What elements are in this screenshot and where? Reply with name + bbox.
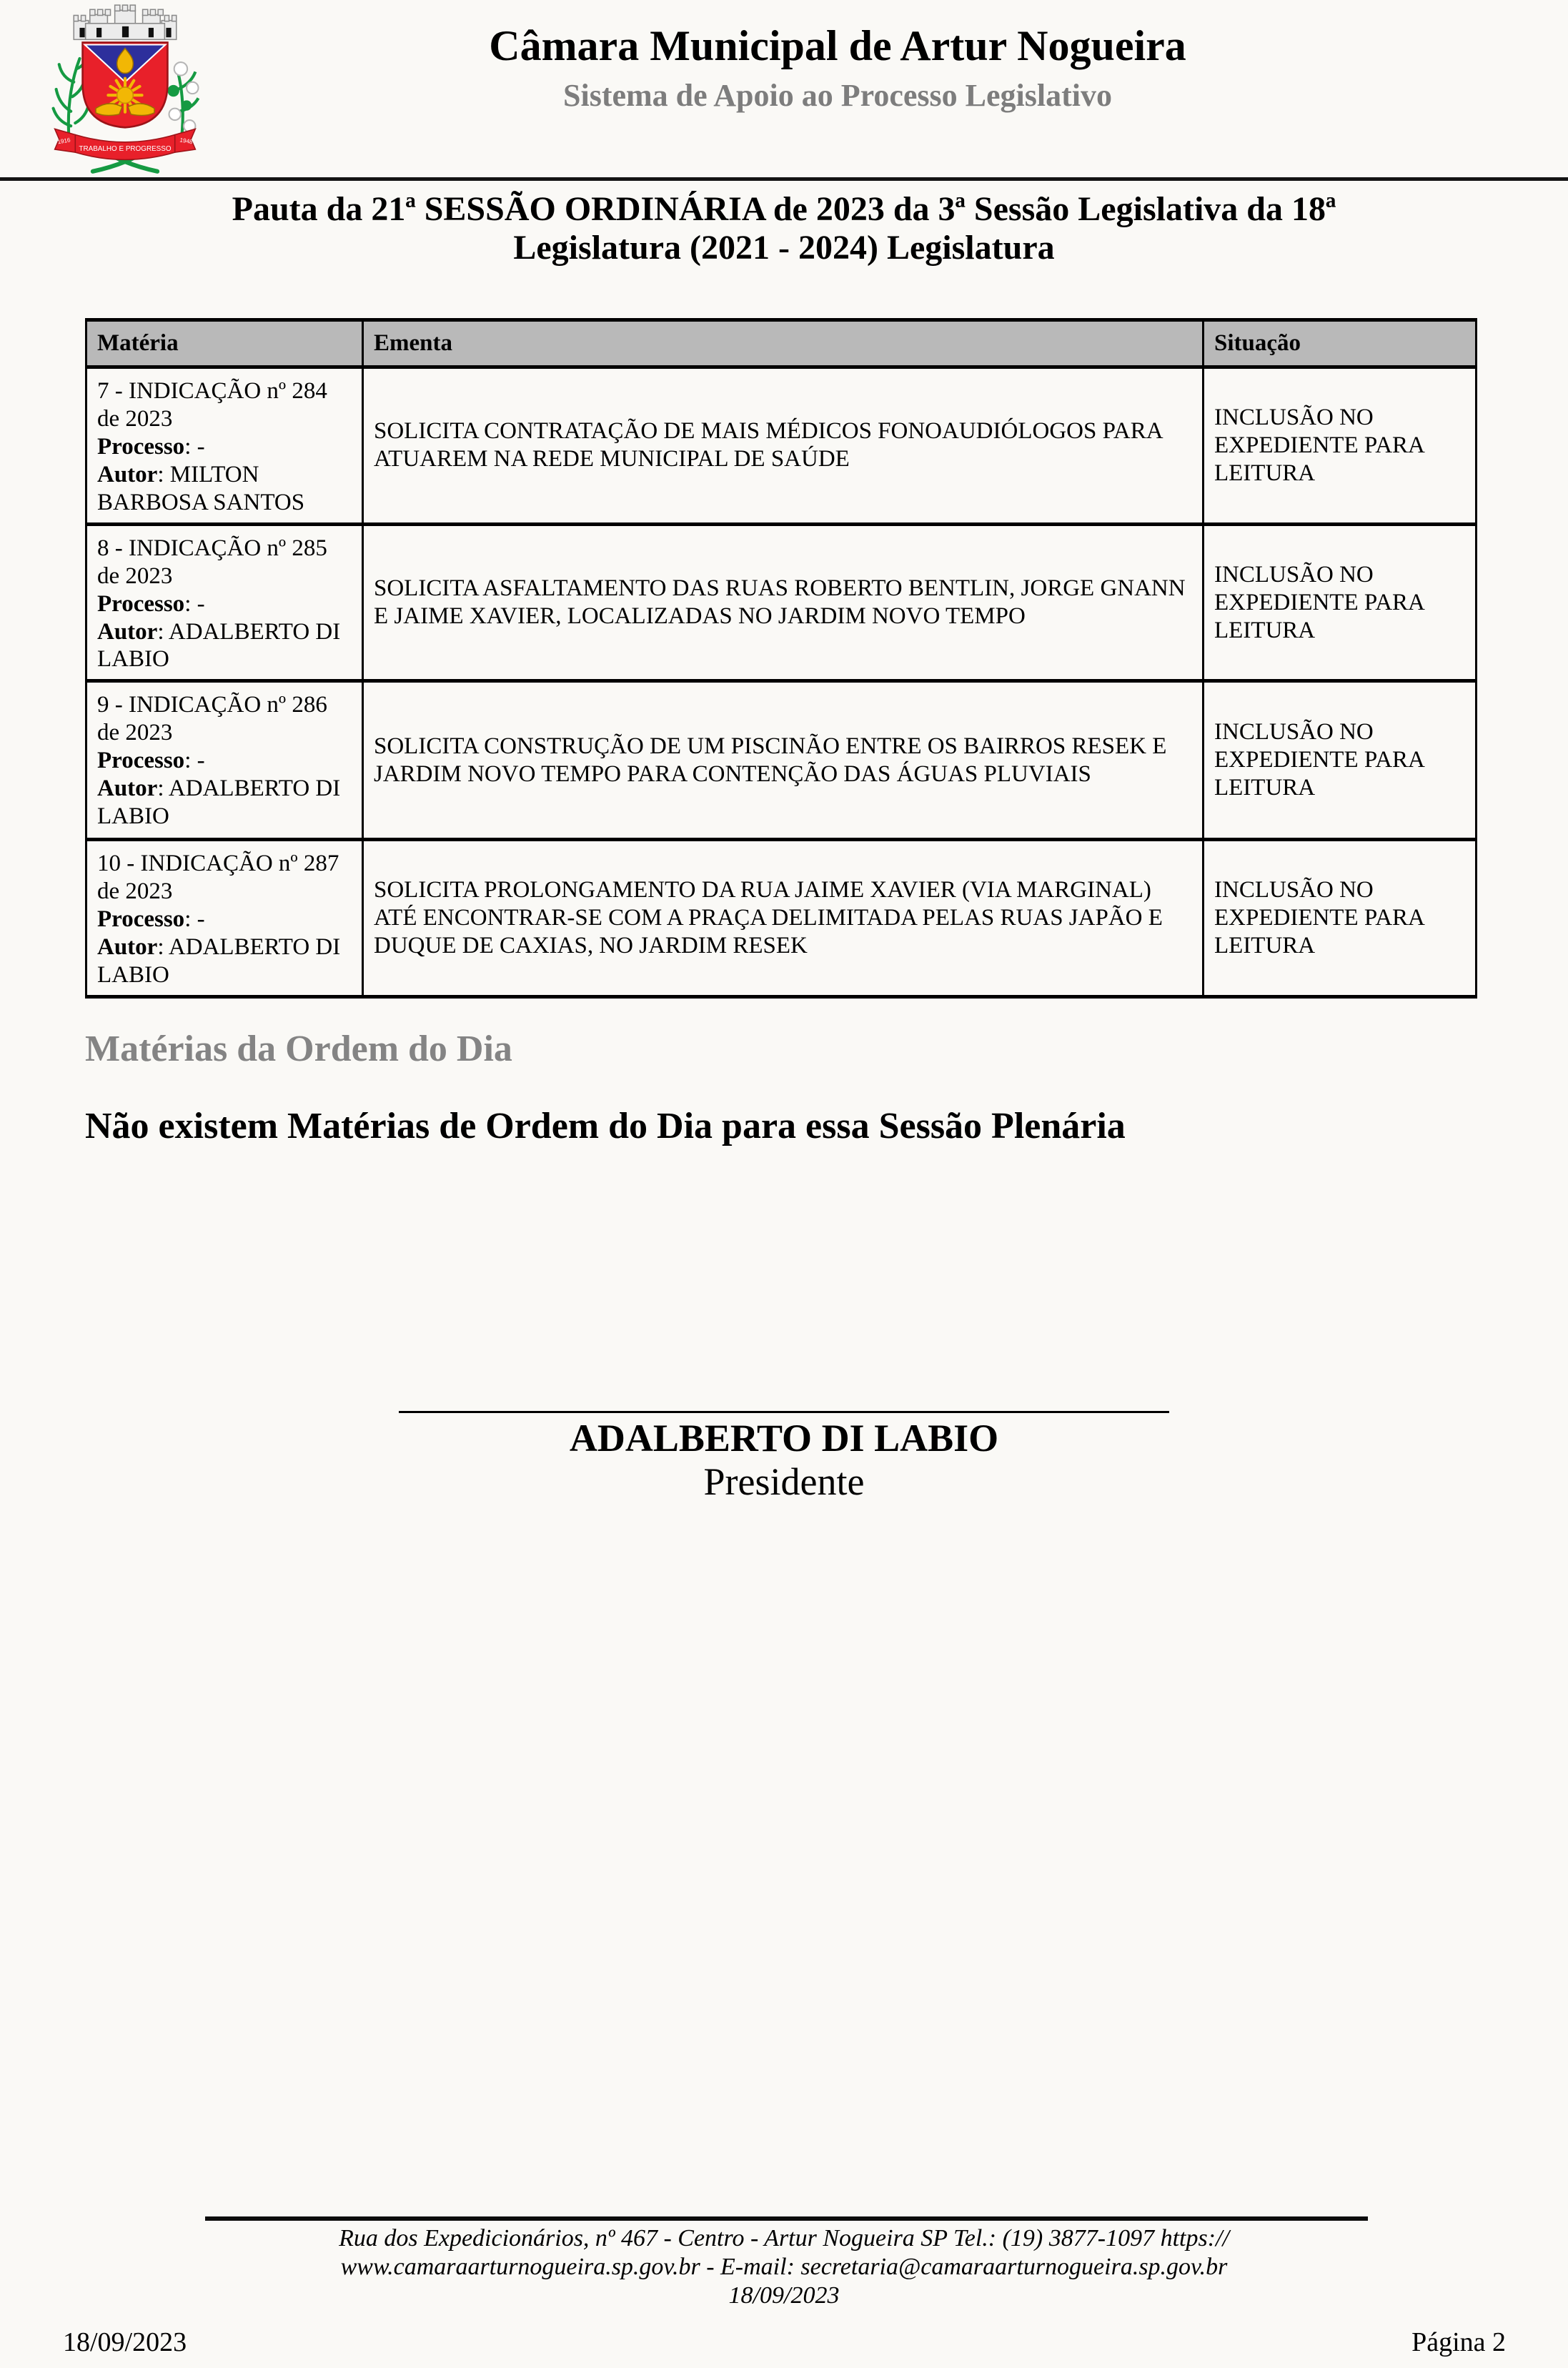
autor-value: : ADALBERTO DI LABIO xyxy=(97,934,341,989)
situacao-cell: INCLUSÃO NO EXPEDIENTE PARA LEITURA xyxy=(1204,681,1477,840)
expediente-table xyxy=(85,318,1477,999)
autor-value: : ADALBERTO DI LABIO xyxy=(97,618,341,673)
processo-line xyxy=(97,747,352,775)
footer-address-line1: Rua dos Expedicionários, nº 467 - Centro - Artur Nogueira SP Tel.: (19) 3877-1097 https:// xyxy=(339,2225,1229,2251)
column-header-materia: Matéria xyxy=(86,320,363,367)
autor-line xyxy=(97,933,352,989)
processo-label: Processo xyxy=(97,433,185,460)
org-subtitle: Sistema de Apoio ao Processo Legislativo xyxy=(563,78,1112,113)
signature-name: ADALBERTO DI LABIO xyxy=(569,1417,999,1460)
table-header-row xyxy=(86,320,1477,367)
ementa-cell: SOLICITA CONSTRUÇÃO DE UM PISCINÃO ENTRE OS BAIRROS RESEK E JARDIM NOVO TEMPO PARA CONTENÇÃO DAS ÁGUAS PLUVIAIS xyxy=(363,681,1204,840)
situacao-cell: INCLUSÃO NO EXPEDIENTE PARA LEITURA xyxy=(1204,524,1477,681)
table-row xyxy=(86,524,1477,681)
materia-cell xyxy=(86,840,363,997)
materia-id: 9 - INDICAÇÃO nº 286 de 2023 xyxy=(97,692,327,746)
header-divider xyxy=(0,177,1568,181)
ordem-do-dia-heading: Matérias da Ordem do Dia xyxy=(85,1029,512,1069)
processo-label: Processo xyxy=(97,590,185,617)
processo-label: Processo xyxy=(97,906,185,933)
materia-id: 10 - INDICAÇÃO nº 287 de 2023 xyxy=(97,851,339,905)
table-row xyxy=(86,367,1477,525)
autor-line xyxy=(97,618,352,674)
autor-label: Autor xyxy=(97,618,158,645)
materia-id: 8 - INDICAÇÃO nº 285 de 2023 xyxy=(97,535,327,589)
processo-label: Processo xyxy=(97,748,185,774)
ordem-do-dia-empty-message: Não existem Matérias de Ordem do Dia para essa Sessão Plenária xyxy=(85,1106,1126,1146)
processo-line xyxy=(97,433,352,461)
autor-line xyxy=(97,775,352,831)
ementa-cell: SOLICITA ASFALTAMENTO DAS RUAS ROBERTO BENTLIN, JORGE GNANN E JAIME XAVIER, LOCALIZADAS NO JARDIM NOVO TEMPO xyxy=(363,524,1204,681)
processo-value: : - xyxy=(184,748,205,774)
header xyxy=(107,20,1568,115)
page-date: 18/09/2023 xyxy=(63,2327,187,2357)
situacao-cell: INCLUSÃO NO EXPEDIENTE PARA LEITURA xyxy=(1204,367,1477,525)
signature-role: Presidente xyxy=(703,1460,865,1504)
ribbon-year-left: 1916 xyxy=(56,137,71,146)
footer-date: 18/09/2023 xyxy=(728,2282,840,2309)
session-title xyxy=(84,190,1484,267)
autor-line xyxy=(97,461,352,517)
materia-cell xyxy=(86,681,363,840)
autor-label: Autor xyxy=(97,461,158,487)
processo-value: : - xyxy=(184,590,205,617)
processo-line xyxy=(97,590,352,618)
session-title-line2: Legislatura (2021 - 2024) Legislatura xyxy=(513,229,1055,267)
processo-value: : - xyxy=(184,906,205,933)
ribbon-year-right: 1948 xyxy=(179,137,194,146)
processo-line xyxy=(97,906,352,933)
autor-label: Autor xyxy=(97,934,158,961)
table-row xyxy=(86,840,1477,997)
processo-value: : - xyxy=(184,433,205,460)
materia-id: 7 - INDICAÇÃO nº 284 de 2023 xyxy=(97,378,327,432)
autor-value: : ADALBERTO DI LABIO xyxy=(97,776,341,830)
ribbon-motto: TRABALHO E PROGRESSO xyxy=(79,145,172,154)
ribbon-icon xyxy=(55,129,196,159)
table-row xyxy=(86,681,1477,840)
materia-cell xyxy=(86,524,363,681)
column-header-situacao: Situação xyxy=(1204,320,1477,367)
footer-address-block xyxy=(84,2224,1484,2310)
column-header-ementa: Ementa xyxy=(363,320,1204,367)
autor-label: Autor xyxy=(97,776,158,802)
org-title: Câmara Municipal de Artur Nogueira xyxy=(489,22,1186,69)
signature-block xyxy=(399,1411,1169,1504)
materia-cell xyxy=(86,367,363,525)
autor-value: : MILTON BARBOSA SANTOS xyxy=(97,461,305,515)
situacao-cell: INCLUSÃO NO EXPEDIENTE PARA LEITURA xyxy=(1204,840,1477,997)
footer-address-line2: www.camaraarturnogueira.sp.gov.br - E-mail: secretaria@camaraarturnogueira.sp.gov.br xyxy=(340,2254,1228,2281)
ementa-cell: SOLICITA PROLONGAMENTO DA RUA JAIME XAVIER (VIA MARGINAL) ATÉ ENCONTRAR-SE COM A PRAÇA DELIMITADA PELAS RUAS JAPÃO E DUQUE DE CAXIAS, NO JARDIM RESEK xyxy=(363,840,1204,997)
signature-line xyxy=(399,1411,1169,1413)
page-number: Página 2 xyxy=(1411,2327,1506,2357)
footer-divider xyxy=(205,2216,1368,2221)
ementa-cell: SOLICITA CONTRATAÇÃO DE MAIS MÉDICOS FONOAUDIÓLOGOS PARA ATUAREM NA REDE MUNICIPAL DE SAÚDE xyxy=(363,367,1204,525)
session-title-line1: Pauta da 21ª SESSÃO ORDINÁRIA de 2023 da 3ª Sessão Legislativa da 18ª xyxy=(232,190,1336,228)
